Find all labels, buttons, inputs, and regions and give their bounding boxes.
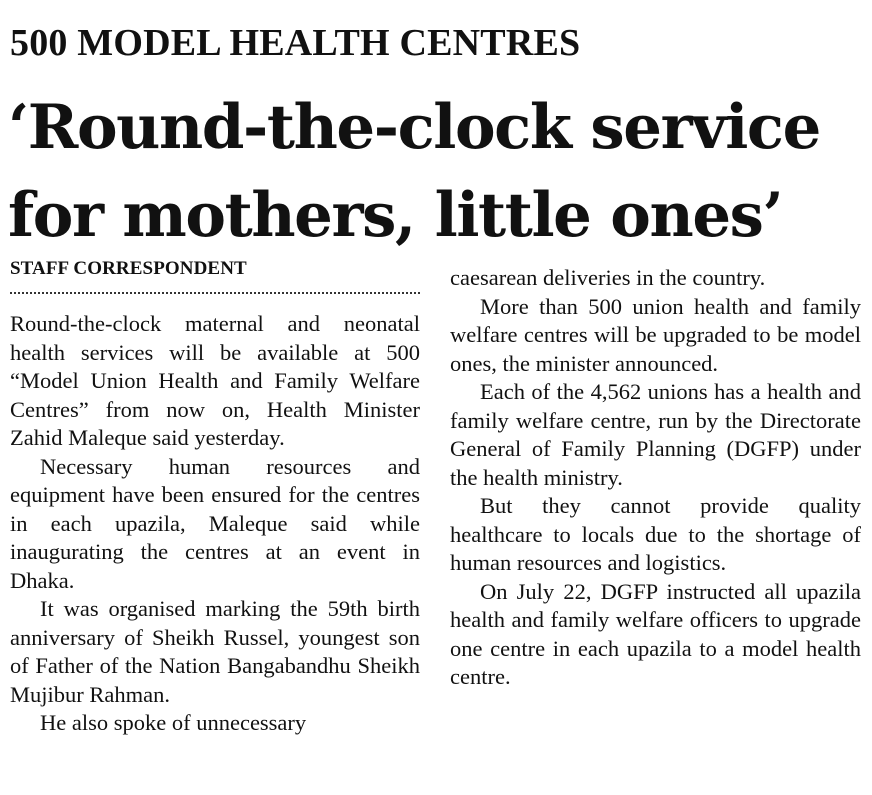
paragraph: Each of the 4,562 unions has a health and family welfare centre, run by the Directorate General of Family Planning (DGFP) under the health ministry.	[450, 379, 861, 490]
paragraph: More than 500 union health and family welfare centres will be upgraded to be model ones, the minister announced.	[450, 293, 861, 376]
right-column	[450, 264, 861, 692]
paragraph-continuation: caesarean deliveries in the country.	[450, 265, 766, 290]
paragraph: Necessary human resources and equipment have been ensured for the centres in each upazila, Maleque said while inaugurating the centres at an event in Dhaka.	[10, 453, 420, 593]
paragraph: On July 22, DGFP instructed all upazila health and family welfare officers to upgrade one centre in each upazila to a model health centre.	[450, 578, 861, 689]
paragraph: Round-the-clock maternal and neonatal health services will be available at 500 “Model Union Health and Family Welfare Centres” from now on, Health Minister Zahid Maleque said yesterday.	[10, 311, 420, 450]
paragraph: It was organised marking the 59th birth anniversary of Sheikh Russel, youngest son of Father of the Nation Bangabandhu Sheikh Mujibur Rahman.	[10, 596, 420, 707]
byline: STAFF CORRESPONDENT	[10, 258, 247, 279]
paragraph: But they cannot provide quality healthcare to locals due to the shortage of human resources and logistics.	[450, 493, 861, 575]
paragraph: He also spoke of unnecessary	[40, 710, 307, 735]
left-column	[10, 310, 420, 738]
headline-line-1: ‘Round-the-clock service	[8, 92, 820, 163]
kicker-heading: 500 MODEL HEALTH CENTRES	[10, 22, 581, 64]
headline-line-2: for mothers, little ones’	[8, 180, 783, 251]
byline-divider	[10, 292, 420, 294]
headline	[8, 84, 868, 260]
